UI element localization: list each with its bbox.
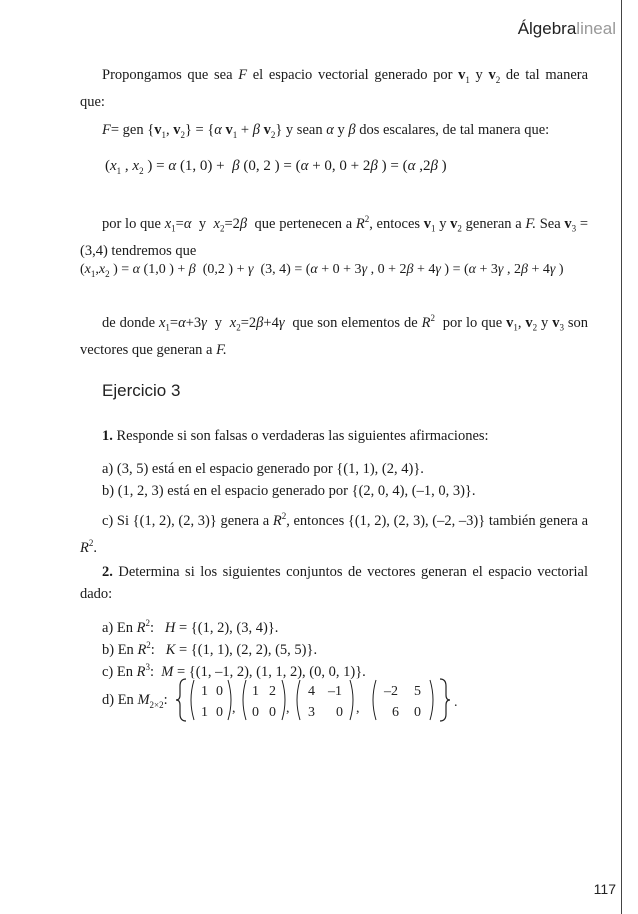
right-brace [440,679,450,721]
m3-a21: 3 [308,705,315,720]
paragraph-2: por lo que $x_1=\alpha$ y $x_2=2\beta$ que pertenecen a $R^2$, entoces $v_1$ y $v_2$ generan a F. Sea $v_3 = (3,4)$ tendremos que [80,214,588,259]
running-header: Álgebralineal [517,19,616,38]
m1-a22: 0 [216,705,223,720]
q1-c: c) Si {(1, 2), (2, 3)} genera a $R^2$, entonces {(1, 2), (2, 3), (–2, –3)} también genera a $R^2$. [80,511,589,556]
q2-b: b) En $R^2$: K = {(1, 1), (2, 2), (5, 5)}. [102,640,318,658]
matrix-2 [243,680,290,720]
closing-period: . [454,695,458,710]
equation-1: ($x_1$ , $x_2$ ) = α (1, 0) + β (0, 2 ) = (α + 0, 0 + 2β ) = (α ,2β ) [105,158,447,176]
svg-text:,: , [232,701,236,716]
q2-c: c) En $R^3$: M = {(1, –1, 2), (1, 1, 2), (0, 0, 1)}. [102,662,366,680]
q2-statement: 2. Determina si los siguientes conjuntos de vectores generan el espacio vectorial dado: [80,564,589,602]
m4-a22: 0 [414,705,421,720]
m3-a12: –1 [328,684,342,699]
q1-b: b) (1, 2, 3) está en el espacio generado por {(2, 0, 4), (–1, 0, 3)}. [102,483,476,499]
intro-paragraph: Propongamos que sea F el espacio vectorial generado por $v_1$ y $v_2$ de tal manera que: [80,67,589,110]
matrix-set [174,676,474,724]
m2-a11: 1 [252,684,259,699]
m2-a21: 0 [252,705,259,720]
m1-a21: 1 [201,705,208,720]
m1-a12: 0 [216,684,223,699]
q1-statement: 1. Responde si son falsas o verdaderas las siguientes afirmaciones: [102,428,489,444]
m4-a11: –2 [384,684,398,699]
q2-a: a) En $R^2$: H = {(1, 2), (3, 4)}. [102,618,279,636]
svg-text:,: , [286,701,290,716]
matrix-1 [191,680,236,720]
m2-a22: 0 [269,705,276,720]
q2-d-label: d) En $M_{2\times 2}$: [102,692,168,710]
margin-rule [621,0,622,914]
m2-a12: 2 [269,684,276,699]
m4-a21: 6 [392,705,399,720]
equation-2: ($x_1,x_2$ ) = α (1,0 ) + β (0,2 ) + γ (3, 4) = (α + 0 + 3γ , 0 + 2β + 4γ ) = (α + 3γ , 2β + 4γ ) [80,262,564,279]
matrix-4 [373,680,433,720]
left-brace [176,679,186,721]
paragraph-3: de donde $x_1=\alpha+3\gamma$ y $x_2=2\beta+4\gamma$ que son elementos de $R^2$ por lo que $v_1$, $v_2$ y $v_3$ son vectores que generan a F. [80,313,589,358]
m4-a12: 5 [414,684,421,699]
exercise-heading: Ejercicio 3 [102,381,181,400]
m3-a22: 0 [336,705,343,720]
m3-a11: 4 [308,684,315,699]
page-number: 117 [593,881,616,897]
q1-a: a) (3, 5) está en el espacio generado por {(1, 1), (2, 4)}. [102,461,424,477]
matrix-3 [297,680,360,720]
m1-a11: 1 [201,684,208,699]
definition-line: F= gen {$v_1$, $v_2\} = \{\alpha$ $v_1 + \beta$ $v_2$} y sean α y β dos escalares, de tal manera que: [102,122,550,140]
svg-text:,: , [356,701,360,716]
